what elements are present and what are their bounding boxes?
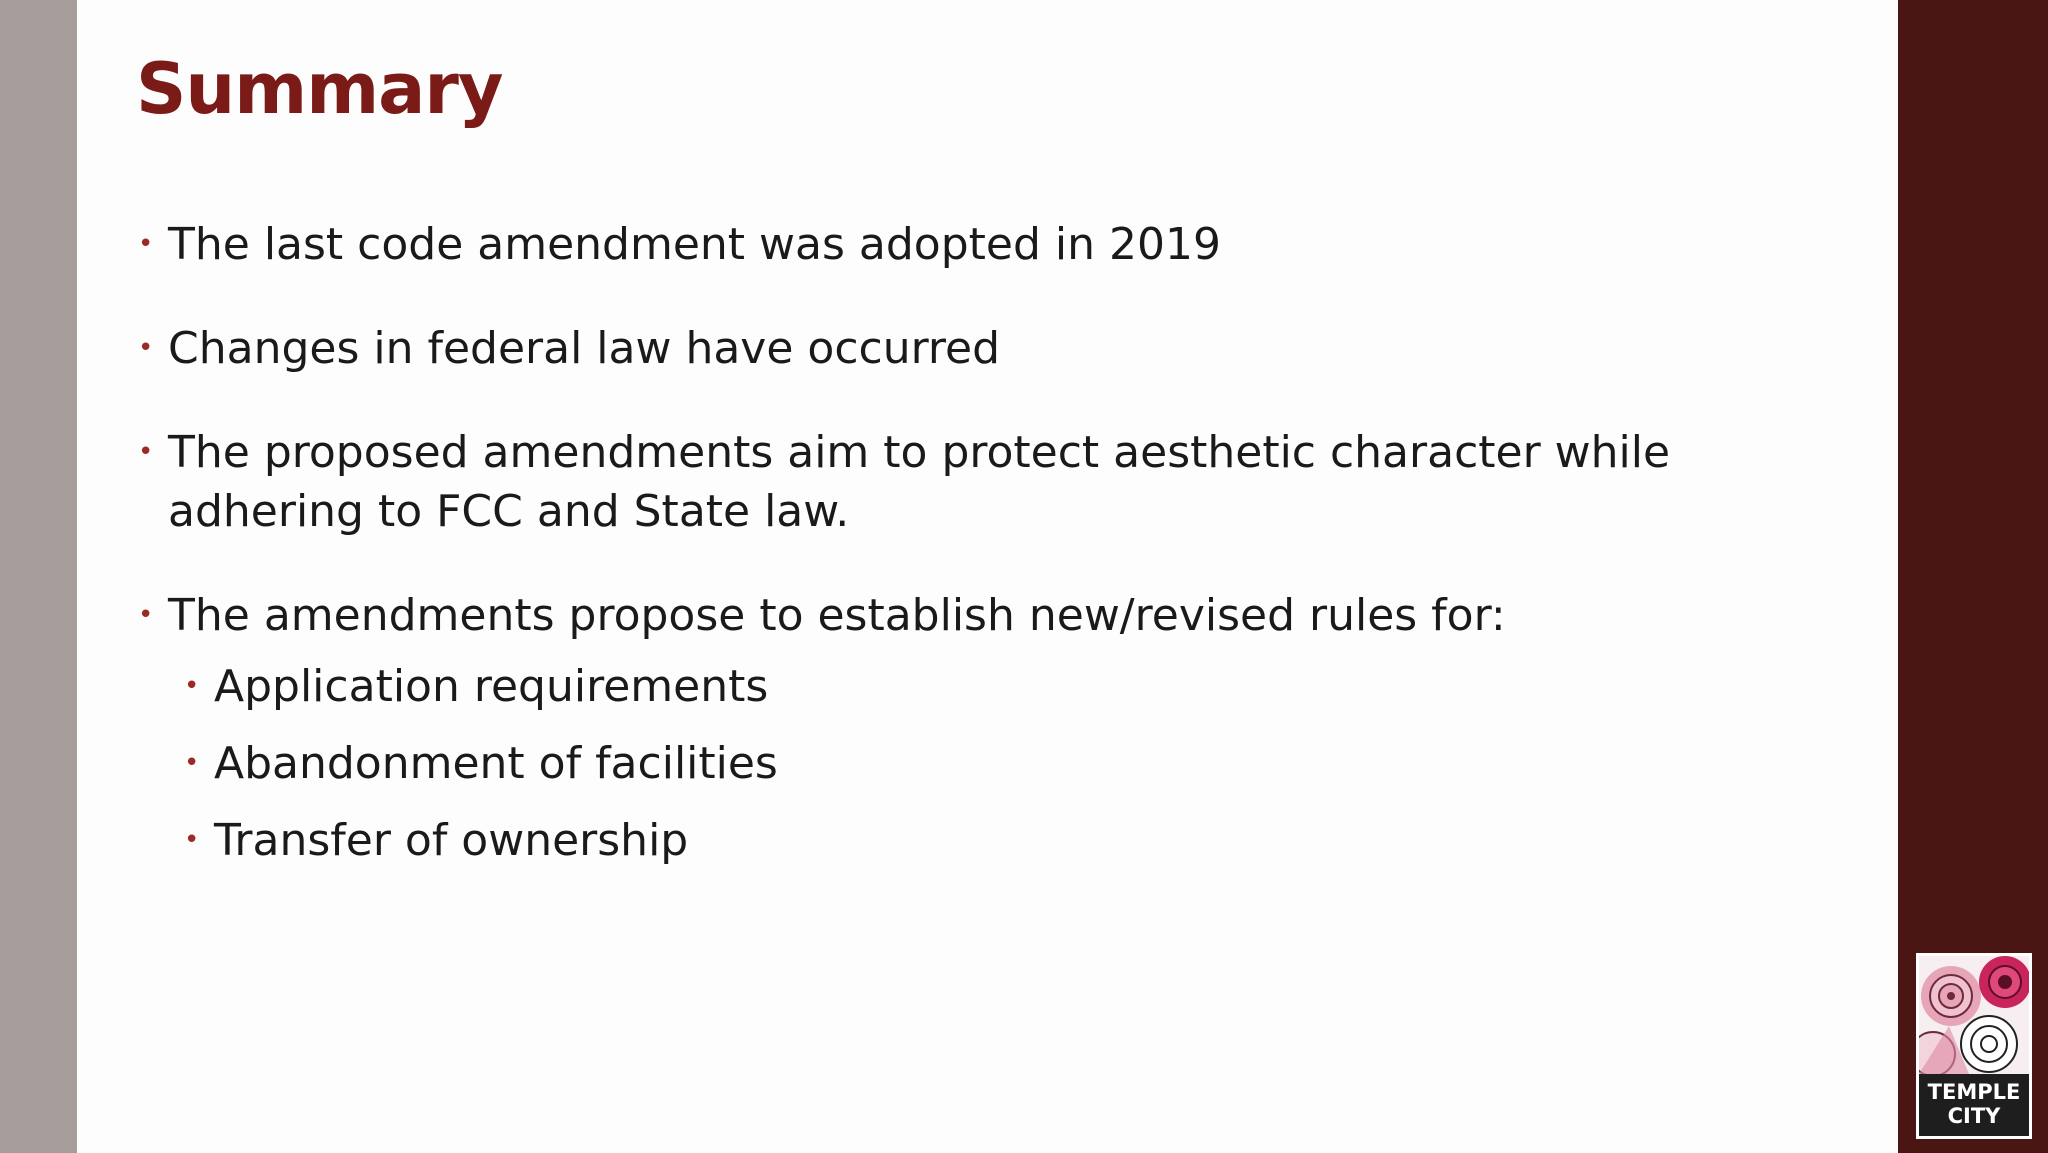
bullet-marker: • <box>138 229 154 259</box>
bullet-item <box>136 215 1876 274</box>
bullet-marker: • <box>184 825 200 855</box>
left-accent-bar <box>0 0 77 1153</box>
sub-bullet-text: Abandonment of facilities <box>214 738 778 789</box>
logo-text: TEMPLE CITY <box>1919 1074 2029 1136</box>
bullet-text: The proposed amendments aim to protect aesthetic character while adhering to FCC and State law. <box>168 427 1671 537</box>
bullet-marker: • <box>138 333 154 363</box>
bullet-marker: • <box>138 437 154 467</box>
bullet-text: The amendments propose to establish new/revised rules for: <box>168 590 1506 641</box>
bullet-marker: • <box>184 748 200 778</box>
bullet-marker: • <box>138 600 154 630</box>
bullet-text: Changes in federal law have occurred <box>168 323 1001 374</box>
sub-bullet-item <box>182 734 1876 793</box>
sub-bullet-text: Application requirements <box>214 661 769 712</box>
bullet-item <box>136 586 1876 870</box>
bullet-item <box>136 423 1876 541</box>
sub-bullet-item <box>182 657 1876 716</box>
sub-bullet-text: Transfer of ownership <box>214 815 689 866</box>
bullet-marker: • <box>184 671 200 701</box>
sub-bullet-list <box>168 657 1876 870</box>
bullet-list <box>136 215 1876 888</box>
bullet-item <box>136 319 1876 378</box>
slide-title: Summary <box>136 48 503 130</box>
rose-icon <box>1919 956 2029 1074</box>
bullet-text: The last code amendment was adopted in 2019 <box>168 219 1221 270</box>
sub-bullet-item <box>182 811 1876 870</box>
temple-city-logo <box>1916 953 2032 1139</box>
